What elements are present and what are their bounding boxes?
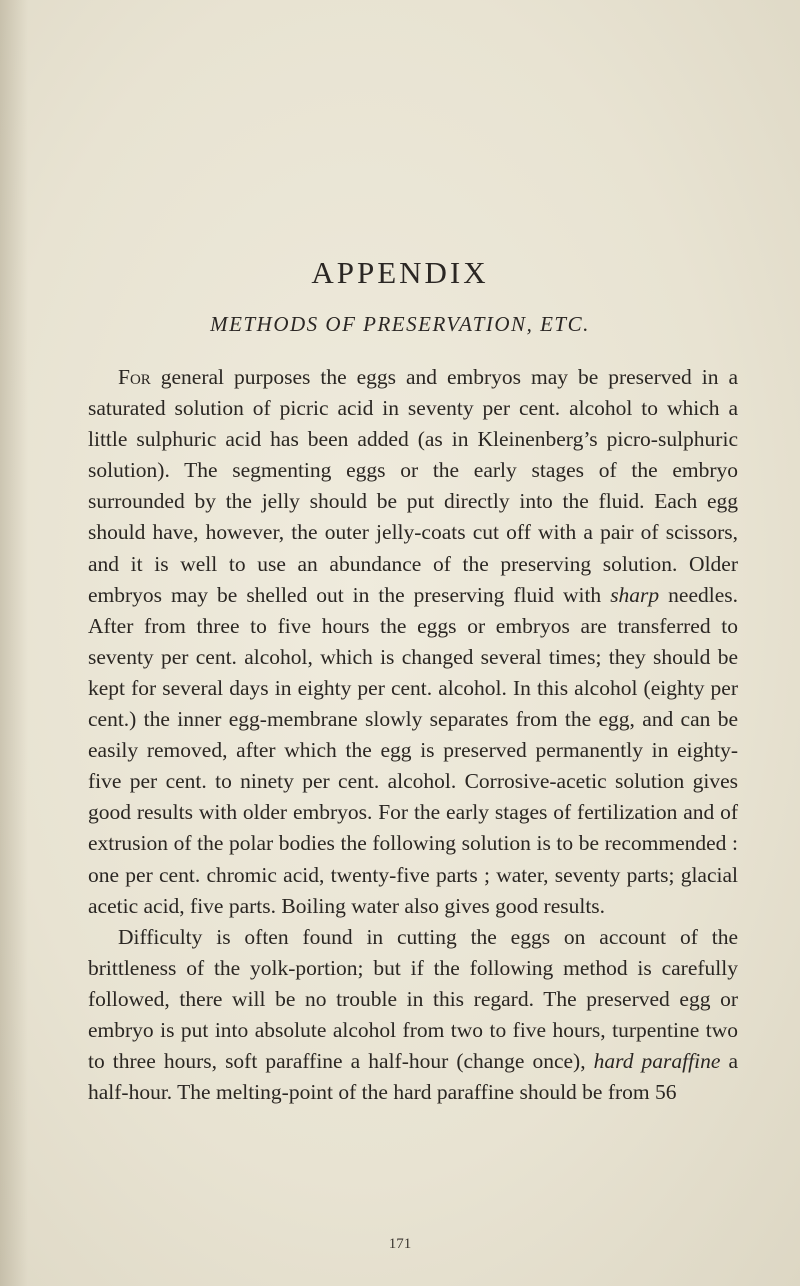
italic-emphasis: sharp (610, 582, 660, 607)
body-text (88, 362, 738, 1108)
paragraph-text: general purposes the eggs and embryos may be preserved in a saturated solution of picric acid in seventy per cent. alcohol to which a little sulphuric acid has been added (as in Kleinenberg’s picro-sulphuric solution). The segmenting eggs or the early stages of the embryo surrounded by the jelly should be put directly into the fluid. Each egg should have, however, the outer jelly-coats cut off with a pair of scissors, and it is well to use an abundance of the preserving solution. Older embryos may be shelled out in the preserving fluid with (88, 365, 738, 607)
paragraph-2 (88, 922, 738, 1109)
paragraph-text: a half-hour. The melting-point of the hard paraffine should be from 56 (88, 1049, 739, 1105)
chapter-subheading: METHODS OF PRESERVATION, ETC. (210, 312, 590, 336)
paragraph-1 (88, 362, 738, 922)
paragraph-lead-word: For (118, 365, 151, 389)
paragraph-text: Difficulty is often found in cutting the eggs on account of the brittleness of the yolk-portion; but if the following method is carefully followed, there will be no trouble in this regard. The preserved egg or embryo is put into absolute alcohol from two to five hours, turpentine two to three hours, soft paraffine a half-hour (change once), (88, 924, 738, 1074)
paragraph-text: needles. After from three to five hours the eggs or embryos are transferred to seventy per cent. alcohol, which is changed several times; they should be kept for several days in eighty per cent. alcohol. In this alcohol (eighty per cent.) the inner egg-membrane slowly separates from the egg, and can be easily removed, after which the egg is preserved permanently in eighty-five per cent. to ninety per cent. alcohol. Corrosive-acetic solution gives good results with older embryos. For the early stages of fertilization and of extrusion of the polar bodies the following solution is to be recommended : one per cent. chromic acid, twenty-five parts ; water, seventy parts; glacial acetic acid, five parts. Boiling water also gives good results. (88, 582, 739, 918)
page-edge-shadow (0, 0, 28, 1286)
page-number: 171 (388, 1236, 412, 1252)
chapter-heading: APPENDIX (311, 255, 489, 290)
italic-emphasis: hard paraffine (593, 1049, 721, 1074)
